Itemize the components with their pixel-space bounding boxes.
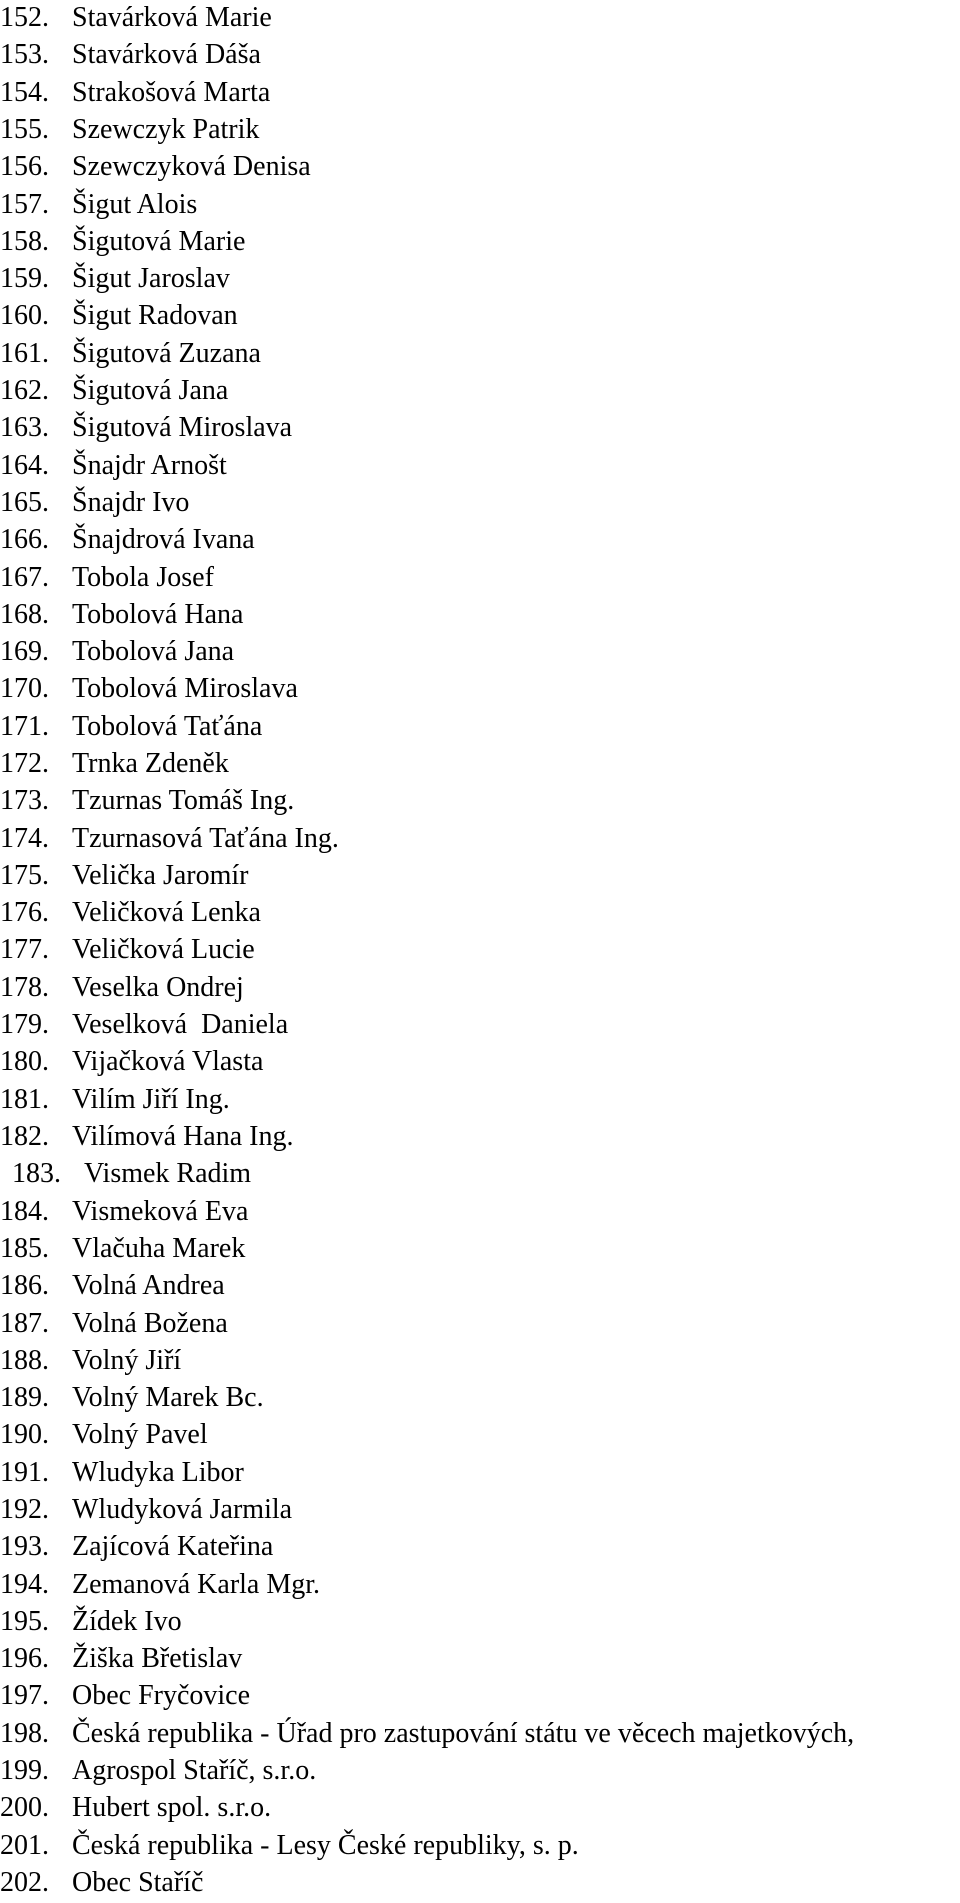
list-item-name: Šnajdrová Ivana [72,524,255,555]
list-item-number: 169. [0,636,49,667]
list-item [0,1641,960,1677]
list-item-name: Volný Marek Bc. [72,1382,264,1413]
list-item-number: 191. [0,1457,49,1488]
list-item [0,1156,960,1192]
list-item [0,858,960,894]
list-item-name: Tobolová Miroslava [72,673,298,704]
list-item [0,1044,960,1080]
list-item-number: 155. [0,114,49,145]
list-item-number: 179. [0,1009,49,1040]
list-item-number: 164. [0,450,49,481]
list-item-number: 186. [0,1270,49,1301]
list-item-number: 175. [0,860,49,891]
list-item-number: 183. [12,1158,61,1189]
list-item-number: 177. [0,934,49,965]
list-item-name: Tobola Josef [72,562,214,593]
list-item-number: 178. [0,972,49,1003]
list-item-name: Wludyka Libor [72,1457,244,1488]
list-item-name: Tobolová Jana [72,636,235,667]
list-item-number: 161. [0,338,49,369]
list-item [0,746,960,782]
list-item-number: 187. [0,1308,49,1339]
list-item [0,671,960,707]
list-item [0,112,960,148]
list-item [0,1380,960,1416]
list-item [0,336,960,372]
list-item-number: 156. [0,151,49,182]
list-item-name: Szewczyk Patrik [72,114,260,145]
list-item [0,0,960,36]
list-item [0,1529,960,1565]
list-item [0,1678,960,1714]
list-item-number: 194. [0,1569,49,1600]
list-item-name: Česká republika - Lesy České republiky, s. p. [72,1830,579,1861]
list-item [0,1268,960,1304]
list-item-number: 201. [0,1830,49,1861]
list-item-name: Szewczyková Denisa [72,151,311,182]
list-item-number: 172. [0,748,49,779]
list-item-number: 180. [0,1046,49,1077]
list-item-name: Agrospol Staříč, s.r.o. [72,1755,317,1786]
list-item [0,37,960,73]
list-item-name: Vijačková Vlasta [72,1046,264,1077]
list-item-name: Vismeková Eva [72,1196,249,1227]
list-item [0,970,960,1006]
list-item [0,1567,960,1603]
list-item-number: 181. [0,1084,49,1115]
list-item-name: Veličková Lenka [72,897,261,928]
list-item-number: 158. [0,226,49,257]
list-item-name: Šigutová Zuzana [72,338,261,369]
list-item-number: 193. [0,1531,49,1562]
list-item-number: 188. [0,1345,49,1376]
list-item-number: 173. [0,785,49,816]
list-item-number: 160. [0,300,49,331]
list-item-name: Šnajdr Ivo [72,487,190,518]
list-item-number: 190. [0,1419,49,1450]
list-item-name: Veselková Daniela [72,1009,289,1040]
list-item [0,1492,960,1528]
list-item-number: 199. [0,1755,49,1786]
list-item-name: Hubert spol. s.r.o. [72,1792,272,1823]
list-item-number: 202. [0,1867,49,1898]
list-item [0,1604,960,1640]
list-item-name: Česká republika - Úřad pro zastupování státu ve věcech majetkových, [72,1718,855,1749]
list-item-name: Velička Jaromír [72,860,249,891]
list-item-name: Žídek Ivo [72,1606,182,1637]
list-item-name: Žiška Břetislav [72,1643,243,1674]
list-item [0,560,960,596]
list-item [0,895,960,931]
list-item [0,783,960,819]
list-item-name: Wludyková Jarmila [72,1494,293,1525]
list-item-number: 159. [0,263,49,294]
list-item-name: Volná Andrea [72,1270,225,1301]
list-item [0,1082,960,1118]
list-item-number: 197. [0,1680,49,1711]
list-item [0,1119,960,1155]
list-item-name: Vilím Jiří Ing. [72,1084,230,1115]
list-item-number: 152. [0,2,49,33]
list-item [0,1828,960,1864]
list-item-number: 174. [0,823,49,854]
list-item-number: 157. [0,189,49,220]
list-item-name: Šigutová Miroslava [72,412,293,443]
list-item [0,1716,960,1752]
list-item [0,1306,960,1342]
list-item-number: 200. [0,1792,49,1823]
list-item [0,1417,960,1453]
list-item-name: Veselka Ondrej [72,972,244,1003]
list-item-name: Šigut Jaroslav [72,263,230,294]
list-item [0,75,960,111]
list-item-name: Tzurnasová Taťána Ing. [72,823,339,854]
list-item-name: Trnka Zdeněk [72,748,229,779]
list-item-name: Veličková Lucie [72,934,255,965]
list-item [0,187,960,223]
list-item [0,1790,960,1826]
list-item [0,485,960,521]
list-item-name: Zemanová Karla Mgr. [72,1569,321,1600]
list-item [0,410,960,446]
list-item-name: Tobolová Taťána [72,711,263,742]
list-item-number: 176. [0,897,49,928]
list-item-number: 192. [0,1494,49,1525]
list-item-number: 153. [0,39,49,70]
list-item-name: Vlačuha Marek [72,1233,246,1264]
list-item-name: Vilímová Hana Ing. [72,1121,294,1152]
list-item [0,224,960,260]
list-item [0,1343,960,1379]
list-item-name: Šigutová Jana [72,375,229,406]
list-item-number: 185. [0,1233,49,1264]
list-item-name: Obec Fryčovice [72,1680,251,1711]
list-item-number: 166. [0,524,49,555]
list-item-name: Tzurnas Tomáš Ing. [72,785,295,816]
list-item [0,1455,960,1491]
list-item [0,1865,960,1901]
list-item [0,448,960,484]
list-item-name: Tobolová Hana [72,599,244,630]
list-item [0,373,960,409]
list-item-name: Šigutová Marie [72,226,246,257]
list-item-number: 162. [0,375,49,406]
list-item-number: 182. [0,1121,49,1152]
list-item-name: Vismek Radim [84,1158,252,1189]
list-item-number: 195. [0,1606,49,1637]
list-item [0,1753,960,1789]
list-item-number: 184. [0,1196,49,1227]
list-item [0,932,960,968]
list-item-name: Strakošová Marta [72,77,271,108]
list-item [0,522,960,558]
list-item [0,261,960,297]
list-item-number: 171. [0,711,49,742]
list-item-name: Stavárková Marie [72,2,272,33]
list-item-number: 189. [0,1382,49,1413]
list-item [0,821,960,857]
list-item [0,1194,960,1230]
list-item-number: 165. [0,487,49,518]
list-item [0,634,960,670]
list-item [0,149,960,185]
list-item-number: 163. [0,412,49,443]
list-item-number: 154. [0,77,49,108]
list-item-name: Šigut Alois [72,189,198,220]
list-item-number: 198. [0,1718,49,1749]
list-item [0,298,960,334]
list-item [0,709,960,745]
list-item-name: Zajícová Kateřina [72,1531,274,1562]
list-item-number: 167. [0,562,49,593]
list-item-name: Stavárková Dáša [72,39,261,70]
list-item-number: 196. [0,1643,49,1674]
list-item [0,1007,960,1043]
list-item [0,597,960,633]
list-item-number: 168. [0,599,49,630]
list-item-number: 170. [0,673,49,704]
list-item-name: Šnajdr Arnošt [72,450,227,481]
list-item-name: Volný Pavel [72,1419,208,1450]
list-item [0,1231,960,1267]
list-item-name: Volný Jiří [72,1345,182,1376]
list-item-name: Obec Staříč [72,1867,204,1898]
list-item-name: Šigut Radovan [72,300,238,331]
list-item-name: Volná Božena [72,1308,228,1339]
